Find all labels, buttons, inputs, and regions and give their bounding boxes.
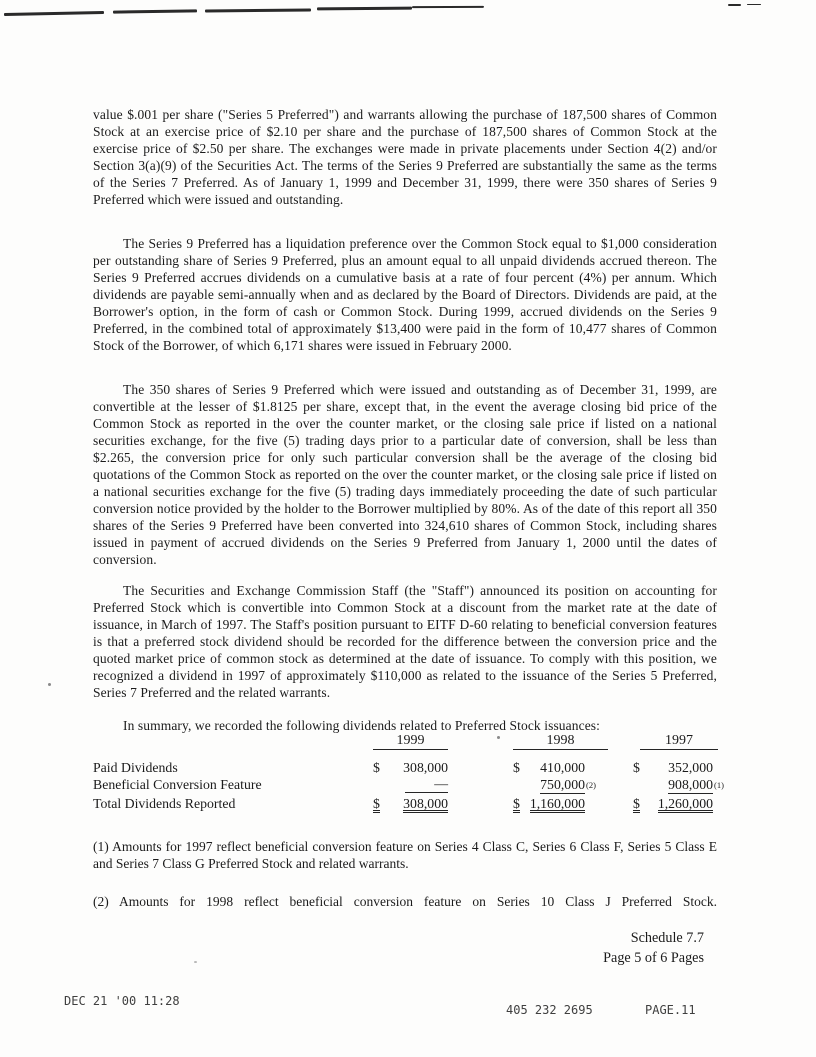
footnote-2: (2) Amounts for 1998 reflect beneficial conversion feature on Series 10 Class J Preferred Stock. [93, 893, 717, 909]
cell-total-dividends-1998 [513, 796, 585, 813]
currency-sign: $ [513, 760, 520, 775]
column-header-1998: 1998 [513, 733, 608, 750]
amount: 308,000 [403, 760, 448, 775]
scan-artifact-line [205, 8, 311, 12]
paragraph-summary-intro: In summary, we recorded the following dividends related to Preferred Stock issuances: [123, 717, 600, 733]
currency-sign: $ [373, 760, 380, 775]
scan-artifact-dash [728, 4, 741, 6]
row-label-total-dividends: Total Dividends Reported [93, 796, 236, 811]
footnote-ref-2: (2) [586, 780, 596, 790]
schedule-label: Schedule 7.7 [630, 930, 704, 946]
cell-paid-dividends-1998 [513, 760, 585, 777]
scan-artifact-line [317, 7, 412, 10]
column-header-1997: 1997 [640, 733, 718, 750]
currency-sign: $ [633, 796, 640, 811]
amount: 308,000 [403, 796, 448, 811]
scan-artifact-line [4, 11, 104, 16]
cell-beneficial-conversion-1999: — [405, 777, 448, 793]
scan-speck [48, 683, 51, 686]
row-label-paid-dividends: Paid Dividends [93, 760, 178, 775]
paragraph-sec-staff-position: The Securities and Exchange Commission Staff (the "Staff") announced its position on accounting for Preferred Stock which is convertible into Common Stock at a discount from the market rate at the date of issuance, in March of 1997. The Staff's position pursuant to EITF D-60 relating to beneficial conversion features is that a preferred stock dividend should be recorded for the difference between the conversion price and the quoted market price of common stock as determined at the date of issuance. To comply with this position, we recognized a dividend in 1997 of approximately $110,000 as related to the issuance of the Series 5 Preferred, Series 7 Preferred and the related warrants. [93, 582, 717, 700]
footnote-1: (1) Amounts for 1997 reflect beneficial conversion feature on Series 4 Class C, Series 6 Class F, Series 5 Class E and Series 7 Class G Preferred Stock and related warrants. [93, 838, 717, 871]
row-label-beneficial-conversion: Beneficial Conversion Feature [93, 777, 262, 792]
fax-timestamp: DEC 21 '00 11:28 [64, 994, 180, 1008]
fax-page-number: PAGE.11 [645, 1003, 696, 1017]
paragraph-series5-warrants: value $.001 per share ("Series 5 Preferred") and warrants allowing the purchase of 187,500 shares of Common Stock at an exercise price of $2.10 per share and the purchase of 187,500 shares of Common Stock at the exercise price of $2.50 per share. The exchanges were made in private placements under Section 4(2) and/or Section 3(a)(9) of the Securities Act. The terms of the Series 9 Preferred are substantially the same as the terms of the Series 7 Preferred. As of January 1, 1999 and December 31, 1999, there were 350 shares of Series 9 Preferred which were issued and outstanding. [93, 106, 717, 207]
paragraph-liquidation-preference: The Series 9 Preferred has a liquidation preference over the Common Stock equal to $1,000 consideration per outstanding share of Series 9 Preferred, plus an amount equal to all unpaid dividends accrued thereon. The Series 9 Preferred accrues dividends on a cumulative basis at a rate of four percent (4%) per annum. Which dividends are payable semi-annually when and as declared by the Board of Directors. Dividends are paid, at the Borrower's option, in the form of cash or Common Stock. During 1999, accrued dividends on the Series 9 Preferred, in the combined total of approximately $13,400 were paid in the form of 10,477 shares of Common Stock of the Borrower, of which 6,171 shares were issued in February 2000. [93, 235, 717, 353]
fax-number: 405 232 2695 [506, 1003, 593, 1017]
amount: 908,000 [668, 777, 713, 792]
schedule-block [603, 929, 704, 968]
amount: 750,000 [540, 777, 585, 792]
cell-beneficial-conversion-1997 [633, 777, 724, 794]
cell-beneficial-conversion-1998 [513, 777, 596, 794]
amount: 1,260,000 [657, 796, 713, 811]
currency-sign: $ [373, 796, 380, 811]
paragraph-conversion-terms: The 350 shares of Series 9 Preferred which were issued and outstanding as of December 31, 1999, are convertible at the lesser of $1.8125 per share, except that, in the event the average closing bid price of the Common Stock as reported in the over the counter market, or the closing sale price if listed on a national securities exchange, for the five (5) trading days prior to a particular date of conversion, shall be less than $2.265, the conversion price for only such particular conversion shall be the average of the closing bid quotations of the Common Stock as reported on the over the counter market, or the closing sale price if listed on a national securities exchange for the five (5) trading days immediately proceeding the date of such particular conversion notice provided by the holder to the Borrower multiplied by 80%. As of the date of this report all 350 shares of the Series 9 Preferred have been converted into 324,610 shares of Common Stock, including shares issued in payment of accrued dividends on the Series 9 Preferred from January 1, 2000 until the dates of conversion. [93, 381, 717, 567]
cell-total-dividends-1999 [373, 796, 448, 813]
scan-speck [194, 961, 197, 963]
column-header-1999: 1999 [373, 733, 448, 750]
cell-total-dividends-1997 [633, 796, 713, 813]
amount: 1,160,000 [529, 796, 585, 811]
amount: 352,000 [668, 760, 713, 775]
footnote-ref-1: (1) [714, 780, 724, 790]
scan-artifact-line [113, 9, 197, 13]
currency-sign: $ [633, 760, 640, 775]
dividends-summary-table [93, 733, 724, 817]
scan-artifact-line [412, 5, 484, 8]
currency-sign: $ [513, 796, 520, 811]
page-label: Page 5 of 6 Pages [603, 949, 704, 966]
scan-artifact-dash [747, 4, 761, 6]
cell-paid-dividends-1997 [633, 760, 713, 777]
amount: 410,000 [540, 760, 585, 775]
cell-paid-dividends-1999 [373, 760, 448, 777]
